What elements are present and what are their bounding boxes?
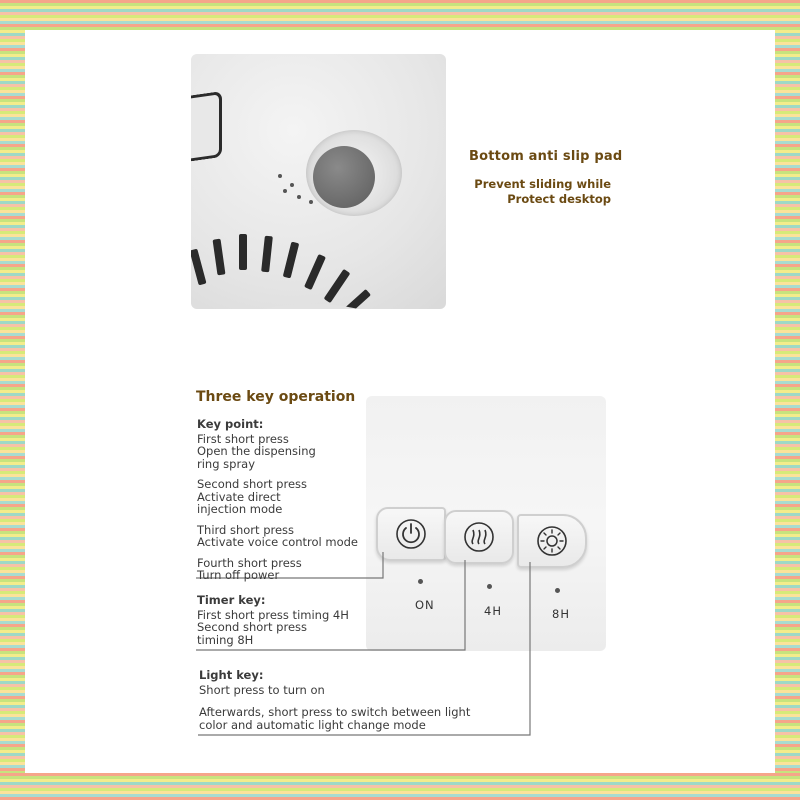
on-label: ON bbox=[415, 598, 435, 612]
three-key-title: Three key operation bbox=[196, 389, 356, 405]
power-icon bbox=[393, 516, 429, 552]
light-key bbox=[517, 514, 587, 568]
device-tab-shape bbox=[191, 91, 222, 163]
key-point-line: injection mode bbox=[197, 502, 283, 516]
timer-key-line: timing 8H bbox=[197, 632, 254, 647]
power-key bbox=[376, 507, 446, 561]
4h-label: 4H bbox=[484, 604, 502, 618]
key-point-line: Fourth short press bbox=[197, 555, 302, 570]
right-stripe-border bbox=[775, 0, 800, 800]
key-point-line: ring spray bbox=[197, 456, 256, 471]
vent-slot bbox=[261, 236, 273, 273]
key-point-line: Activate direct bbox=[197, 489, 281, 504]
mist-key bbox=[444, 510, 514, 564]
key-point-line: Open the dispensing bbox=[197, 444, 316, 458]
indicator-dot bbox=[418, 579, 423, 584]
base-shadow bbox=[191, 304, 431, 309]
bottom-stripe-border bbox=[0, 773, 800, 800]
indicator-dot bbox=[487, 584, 492, 589]
anti-slip-pad-title: Bottom anti slip pad bbox=[469, 149, 623, 164]
pad-desc-line: Prevent sliding while bbox=[474, 177, 611, 191]
indicator-dot bbox=[555, 588, 560, 593]
key-point-block bbox=[197, 418, 358, 582]
vent-slot bbox=[283, 242, 299, 279]
timer-key-line: First short press timing 4H bbox=[197, 607, 349, 622]
vent-slot bbox=[191, 249, 207, 286]
timer-key-line: Second short press bbox=[197, 620, 308, 634]
anti-slip-pad-description bbox=[465, 177, 611, 207]
timer-key-heading: Timer key: bbox=[197, 593, 266, 607]
light-key-block bbox=[199, 669, 470, 731]
vent-hole bbox=[290, 183, 294, 187]
key-point-line: Third short press bbox=[197, 522, 295, 537]
vent-slot bbox=[239, 234, 247, 270]
light-key-line: Afterwards, short press to switch between light bbox=[199, 705, 471, 719]
vent-hole bbox=[297, 195, 301, 199]
light-sun-icon bbox=[534, 523, 570, 559]
light-key-heading: Light key: bbox=[199, 668, 264, 682]
vent-hole bbox=[309, 200, 313, 204]
vent-slot bbox=[304, 254, 326, 290]
left-stripe-border bbox=[0, 0, 25, 800]
anti-slip-pad-photo bbox=[191, 54, 446, 309]
8h-label: 8H bbox=[552, 607, 570, 621]
rubber-pad bbox=[313, 146, 375, 208]
light-key-line: Short press to turn on bbox=[199, 682, 325, 697]
vent-slot bbox=[324, 269, 351, 303]
vent-slot bbox=[213, 239, 226, 276]
key-point-line: Second short press bbox=[197, 477, 308, 491]
vent-hole bbox=[278, 174, 282, 178]
vent-hole bbox=[283, 189, 287, 193]
key-point-heading: Key point: bbox=[197, 417, 264, 431]
pad-desc-line: Protect desktop bbox=[507, 192, 611, 206]
key-point-line: First short press bbox=[197, 431, 289, 446]
key-point-line: Activate voice control mode bbox=[197, 535, 359, 549]
key-point-line: Turn off power bbox=[197, 568, 280, 582]
light-key-line: color and automatic light change mode bbox=[199, 717, 426, 732]
mist-waves-icon bbox=[461, 519, 497, 555]
top-stripe-border bbox=[0, 0, 800, 30]
timer-key-block bbox=[197, 594, 349, 646]
